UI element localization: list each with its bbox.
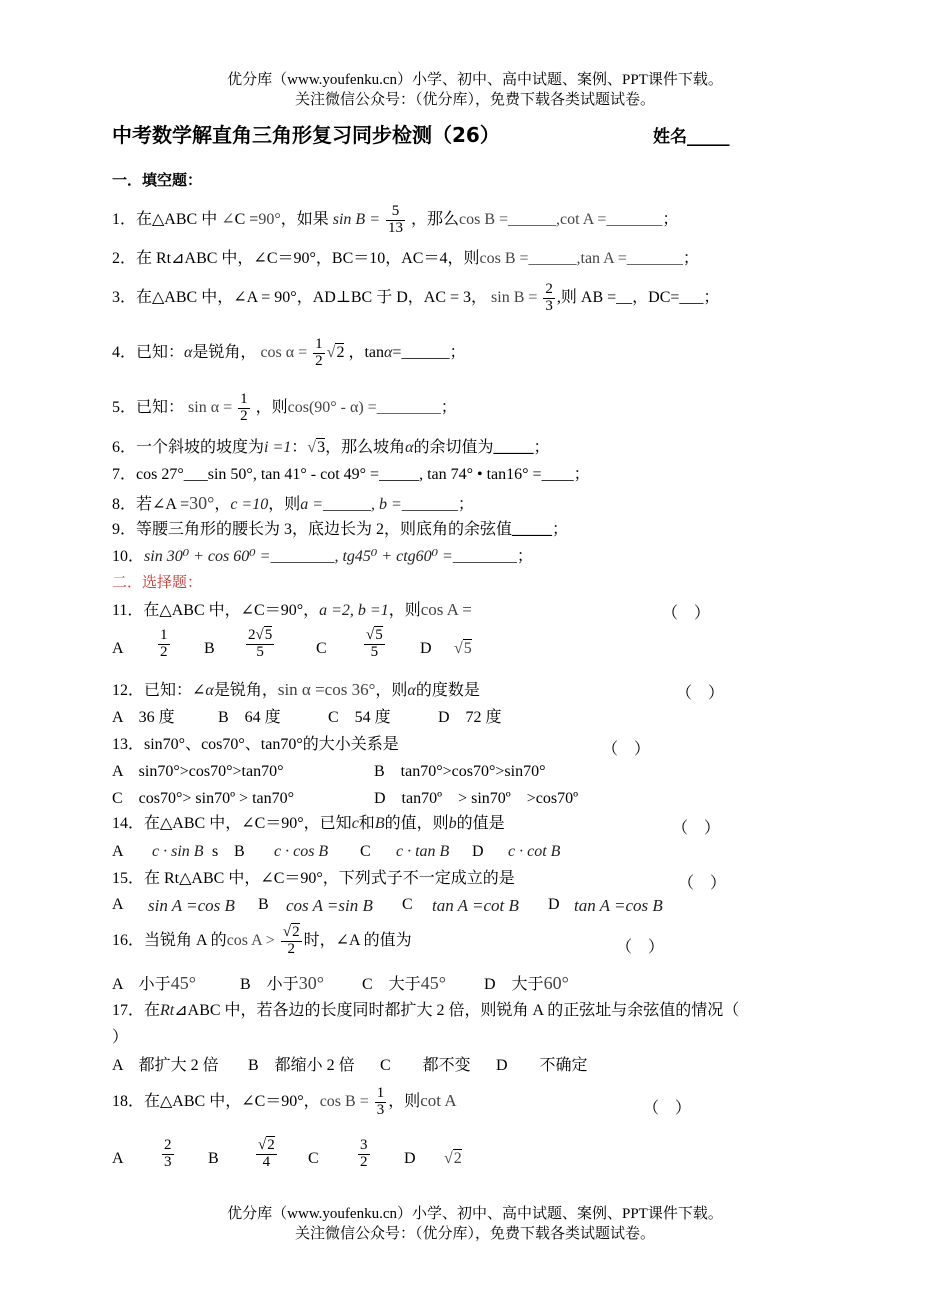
question-9: 9．等腰三角形的腰长为 3，底边长为 2，则底角的余弦值_____； xyxy=(112,521,569,538)
q18-options xyxy=(112,1138,512,1184)
option-c[interactable]: C xyxy=(308,1150,319,1167)
option-c[interactable]: C 都不变 xyxy=(380,1057,471,1074)
footer-line-1: 优分库（www.youfenku.cn）小学、初中、高中试题、案例、PPT课件下载。 xyxy=(227,1206,723,1222)
q12-options xyxy=(112,709,592,729)
option-d[interactable]: D 大于60° xyxy=(484,973,569,993)
fraction: $\frac{3}{2}$ xyxy=(360,1137,368,1170)
option-a[interactable]: A xyxy=(112,896,124,913)
option-c[interactable]: C xyxy=(402,896,413,913)
fraction: $\frac{5}{13}$ xyxy=(388,203,403,236)
option-a[interactable]: A sin70°>cos70°>tan70° xyxy=(112,763,284,780)
option-c-expr: tan A =cot B xyxy=(432,896,519,915)
option-a-suffix: s xyxy=(212,843,219,860)
question-16: 16．当锐角 A 的cos A > $\frac{√2}{2}$ 时，∠A 的值为 xyxy=(112,924,412,957)
question-1: 1．在△ABC 中 ∠C =90°，如果 sin B = $\frac{5}{13}$ ，那么cos B =______,cot A =_______； xyxy=(112,203,679,236)
sqrt-icon: √ xyxy=(326,343,336,361)
sqrt-expression: √5 xyxy=(454,640,472,657)
question-2: 2．在 Rt⊿ABC 中，∠C＝90°，BC＝10，AC＝4，则cos B =______,tan A =_______； xyxy=(112,250,699,267)
section-fill-in: 一．填空题： xyxy=(112,171,203,189)
q16-options xyxy=(112,973,612,995)
q13-options-row-2 xyxy=(112,790,612,810)
option-d[interactable]: D xyxy=(420,640,432,657)
question-18: 18．在△ABC 中，∠C＝90°，cos B = $\frac{1}{3}$ ，则cot A xyxy=(112,1085,457,1118)
option-a[interactable]: A 36 度 xyxy=(112,709,175,726)
question-7: 7．cos 27°___sin 50°, tan 41° - cot 49° =_____, tan 74° • tan16° =____； xyxy=(112,466,590,483)
answer-bracket: （ ） xyxy=(662,605,711,622)
question-11: 11．在△ABC 中，∠C＝90°，a =2, b =1，则cos A = xyxy=(112,600,472,619)
section-multiple-choice: 二．选择题： xyxy=(112,575,203,591)
answer-bracket: （ ） xyxy=(672,820,721,837)
option-a[interactable]: A xyxy=(112,1150,124,1167)
answer-bracket: （ ） xyxy=(678,875,727,892)
question-4: 4．已知：α是锐角， cos α = $\frac{1}{2}$ √2 ，tanα=______； xyxy=(112,336,466,369)
fraction: $\frac{1}{2}$ xyxy=(160,627,168,660)
option-d-expr: c · cot B xyxy=(508,843,561,860)
fraction: $\frac{2}{3}$ xyxy=(164,1137,172,1170)
fraction: $\frac{1}{2}$ xyxy=(240,391,248,424)
q17-options xyxy=(112,1057,632,1077)
option-b[interactable]: B 64 度 xyxy=(218,709,281,726)
option-a[interactable]: A xyxy=(112,843,124,860)
question-17: 17．在Rt⊿ABC 中，若各边的长度同时都扩大 2 倍，则锐角 A 的正弦址与余弦值的情况（ xyxy=(112,1002,740,1019)
option-b-expr: cos A =sin B xyxy=(286,896,373,915)
fraction: $\frac{1}{2}$ xyxy=(315,336,323,369)
question-17-close: ） xyxy=(112,1029,129,1046)
option-d[interactable]: D xyxy=(548,896,560,913)
question-14: 14．在△ABC 中，∠C＝90°，已知c和B的值，则b的值是 xyxy=(112,815,505,832)
question-3: 3．在△ABC 中，∠A = 90°，AD⊥BC 于 D，AC = 3， sin B = $\frac{2}{3}$ ,则 AB =__，DC=___； xyxy=(112,281,720,314)
q13-options-row-1 xyxy=(112,763,612,783)
option-c[interactable]: C cos70°> sin70º > tan70° xyxy=(112,790,295,807)
question-8: 8．若∠A =30°，c =10，则a =______, b =_______； xyxy=(112,493,474,513)
answer-bracket: （ ） xyxy=(676,685,725,702)
name-label: 姓名_____ xyxy=(653,127,730,147)
question-12: 12．已知：∠α是锐角，sin α =cos 36°，则α的度数是 xyxy=(112,680,480,699)
option-a[interactable]: A 小于45° xyxy=(112,973,196,993)
fraction: $\frac{√2}{4}$ xyxy=(258,1137,275,1170)
option-d[interactable]: D tan70º > sin70º >cos70º xyxy=(374,790,579,807)
option-a-expr: c · sin B xyxy=(152,843,204,860)
option-b[interactable]: B xyxy=(234,843,245,860)
option-a[interactable]: A 都扩大 2 倍 xyxy=(112,1057,219,1074)
sqrt-icon: √ xyxy=(307,439,317,456)
option-c[interactable]: C 大于45° xyxy=(362,973,446,993)
option-b[interactable]: B tan70°>cos70°>sin70° xyxy=(374,763,546,780)
option-b-expr: c · cos B xyxy=(274,843,329,860)
q11-options xyxy=(112,628,592,674)
option-c[interactable]: C xyxy=(360,843,371,860)
answer-bracket: （ ） xyxy=(602,741,651,758)
header-line-2: 关注微信公众号：（优分库），免费下载各类试题试卷。 xyxy=(294,92,655,108)
fraction: $\frac{2}{3}$ xyxy=(545,281,553,314)
question-5: 5．已知： sin α = $\frac{1}{2}$ ，则cos(90° - α) =________； xyxy=(112,391,457,424)
q14-options xyxy=(112,843,592,863)
option-d-expr: tan A =cos B xyxy=(574,896,663,915)
header-line-1: 优分库（www.youfenku.cn）小学、初中、高中试题、案例、PPT课件下载。 xyxy=(227,72,723,88)
answer-bracket: （ ） xyxy=(616,939,665,956)
option-b[interactable]: B xyxy=(258,896,269,913)
option-b[interactable]: B 小于30° xyxy=(240,973,324,993)
footer-line-2: 关注微信公众号：（优分库），免费下载各类试题试卷。 xyxy=(294,1226,655,1242)
option-d[interactable]: D 不确定 xyxy=(496,1057,588,1074)
fraction: $\frac{2√5}{5}$ xyxy=(248,627,273,660)
q15-options xyxy=(112,896,692,918)
option-c-expr: c · tan B xyxy=(396,843,450,860)
question-10: 10．sin 30⁰ + cos 60⁰ =________, tg45⁰ + ctg60⁰ =________； xyxy=(112,548,533,565)
question-13: 13．sin70°、cos70°、tan70°的大小关系是 xyxy=(112,736,399,753)
sqrt-expression: √2 xyxy=(444,1150,462,1167)
angle-icon: ∠ xyxy=(221,210,235,228)
fraction: $\frac{√2}{2}$ xyxy=(282,924,300,957)
option-b[interactable]: B xyxy=(204,640,215,657)
question-6: 6．一个斜坡的坡度为i =1：√3，那么坡角α的余切值为_____； xyxy=(112,439,550,456)
fraction: $\frac{1}{3}$ xyxy=(376,1085,385,1118)
option-a[interactable]: A xyxy=(112,640,124,657)
page-title: 中考数学解直角三角形复习同步检测（26） xyxy=(112,123,500,147)
option-d[interactable]: D xyxy=(404,1150,416,1167)
answer-bracket: （ ） xyxy=(643,1100,692,1117)
option-c[interactable]: C 54 度 xyxy=(328,709,391,726)
fraction: $\frac{√5}{5}$ xyxy=(366,627,383,660)
option-a-expr: sin A =cos B xyxy=(148,896,235,915)
option-b[interactable]: B xyxy=(208,1150,219,1167)
option-d[interactable]: D 72 度 xyxy=(438,709,502,726)
option-d[interactable]: D xyxy=(472,843,484,860)
option-b[interactable]: B 都缩小 2 倍 xyxy=(248,1057,355,1074)
question-15: 15．在 Rt△ABC 中，∠C＝90°，下列式子不一定成立的是 xyxy=(112,870,515,887)
option-c[interactable]: C xyxy=(316,640,327,657)
